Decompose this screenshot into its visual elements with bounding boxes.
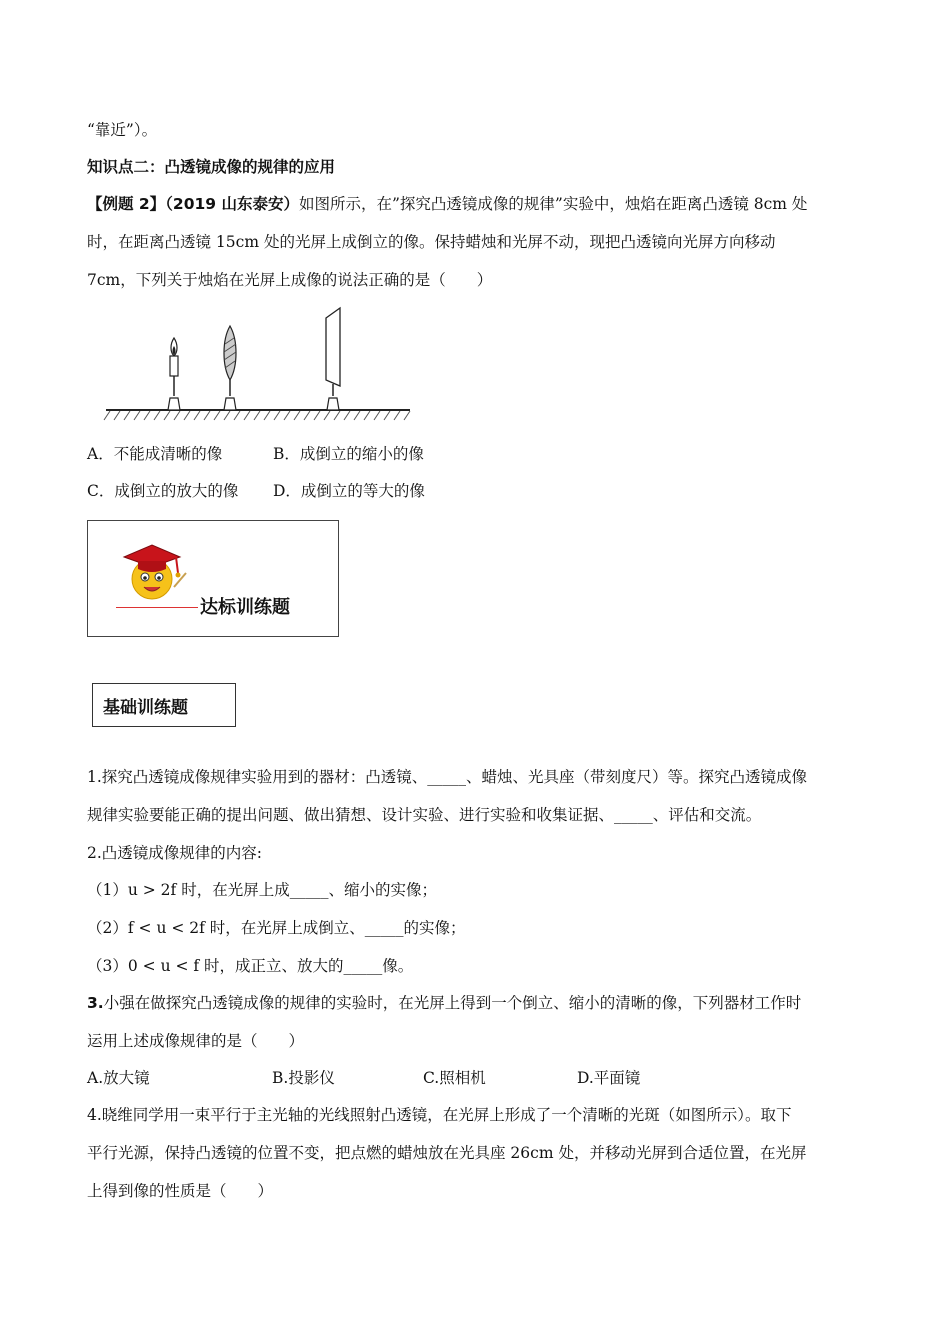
example-line-1 [87,194,807,214]
intro-fragment: “靠近”）。 [87,121,158,139]
example-option-b: B．成倒立的缩小的像 [273,445,424,463]
convex-lens-icon [224,326,236,410]
example-text-1: 如图所示，在”探究凸透镜成像的规律”实验中，烛焰在距离凸透镜 8cm 处 [298,195,808,213]
question-3-option-c: C.照相机 [423,1069,486,1087]
question-2-item-1: （1）u > 2f 时，在光屏上成_____、缩小的实像； [87,881,437,899]
question-3-line-2: 运用上述成像规律的是（ ） [87,1032,305,1050]
question-4-line-2: 平行光源，保持凸透镜的位置不变，把点燃的蜡烛放在光具座 26cm 处，并移动光屏到合适位置，在光屏 [87,1144,807,1162]
example-line-2: 时，在距离凸透镜 15cm 处的光屏上成倒立的像。保持蜡烛和光屏不动，现把凸透镜向光屏方向移动 [87,233,776,251]
light-screen-icon [326,308,340,410]
question-3-text-1: 小强在做探究凸透镜成像的规律的实验时，在光屏上得到一个倒立、缩小的清晰的像，下列器材工作时 [103,994,802,1012]
example-option-a: A．不能成清晰的像 [87,445,223,463]
bench-hatching [104,410,410,420]
optical-bench-figure [100,300,420,430]
question-2-item-2: （2）f < u < 2f 时，在光屏上成倒立、_____的实像； [87,919,466,937]
question-4-line-3: 上得到像的性质是（ ） [87,1182,274,1200]
question-3-number: 3. [87,994,104,1012]
section-title: 基础训练题 [103,698,188,718]
example-option-d: D．成倒立的等大的像 [273,482,425,500]
question-3-option-d: D.平面镜 [577,1069,641,1087]
question-3-option-a: A.放大镜 [87,1069,150,1087]
question-3-line-1 [87,993,801,1013]
example-line-3: 7cm，下列关于烛焰在光屏上成像的说法正确的是（ ） [87,271,493,289]
example-option-c: C．成倒立的放大的像 [87,482,239,500]
knowledge-heading: 知识点二：凸透镜成像的规律的应用 [87,158,336,176]
section-box [92,683,236,727]
example-tag: 【例题 2】（2019 山东泰安） [87,195,299,213]
question-1-line-1: 1.探究凸透镜成像规律实验用到的器材：凸透镜、_____、蜡烛、光具座（带刻度尺）等。探究凸透镜成像 [87,768,808,786]
question-3-option-b: B.投影仪 [272,1069,335,1087]
question-4-line-1: 4.晓维同学用一束平行于主光轴的光线照射凸透镜，在光屏上形成了一个清晰的光斑（如图所示）。取下 [87,1106,792,1124]
question-1-line-2: 规律实验要能正确的提出问题、做出猜想、设计实验、进行实验和收集证据、_____、评估和交流。 [87,806,762,824]
training-banner [87,520,339,637]
graduate-mascot-icon [114,533,194,605]
question-2-line-1: 2.凸透镜成像规律的内容: [87,844,263,862]
candle-icon [168,338,180,410]
banner-rule [116,607,198,608]
banner-title: 达标训练题 [200,597,290,618]
question-2-item-3: （3）0 < u < f 时，成正立、放大的_____像。 [87,957,414,975]
